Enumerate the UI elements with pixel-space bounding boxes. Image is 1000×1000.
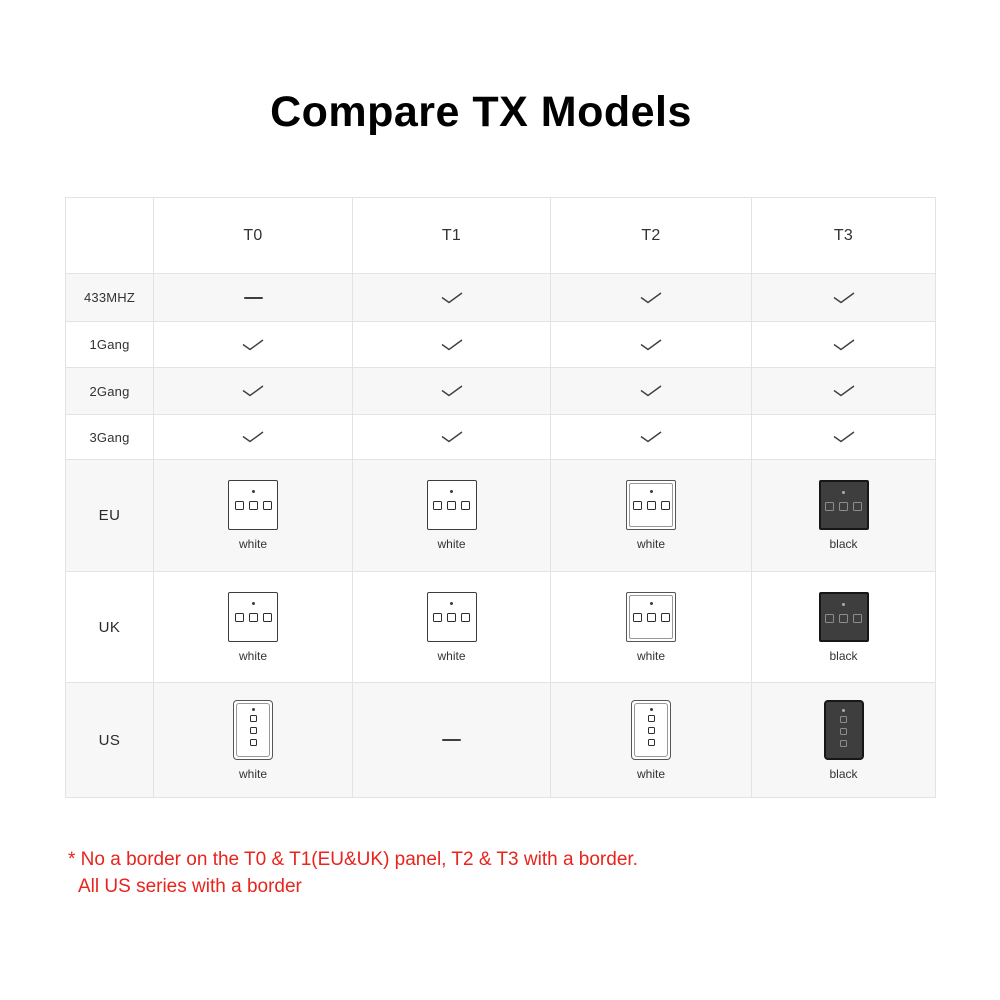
switch-panel (626, 592, 676, 642)
table-row (66, 322, 936, 368)
switch-panel-figure (824, 700, 864, 781)
dash-icon (442, 739, 461, 741)
touch-button (648, 739, 655, 746)
led-indicator-icon (450, 490, 453, 493)
spec-cell (551, 322, 752, 368)
touch-button (853, 502, 862, 511)
check-icon (640, 385, 662, 397)
column-header-t1: T1 (353, 198, 551, 274)
touch-button (433, 613, 442, 622)
touch-button (633, 501, 642, 510)
touch-button (825, 614, 834, 623)
touch-button (661, 613, 670, 622)
column-header-t0: T0 (154, 198, 353, 274)
check-icon (242, 385, 264, 397)
product-cell (154, 572, 353, 683)
touch-button (235, 501, 244, 510)
touch-button (263, 501, 272, 510)
footnote-line-2: All US series with a border (78, 876, 302, 897)
led-indicator-icon (650, 708, 653, 711)
led-indicator-icon (252, 490, 255, 493)
touch-button (250, 727, 257, 734)
check-icon (833, 292, 855, 304)
check-icon (242, 431, 264, 443)
switch-panel (228, 592, 278, 642)
touch-button (839, 614, 848, 623)
led-indicator-icon (842, 603, 845, 606)
touch-button (447, 501, 456, 510)
table-row (66, 198, 936, 274)
region-row-label: US (66, 683, 154, 798)
touch-buttons (825, 502, 862, 511)
touch-button (447, 613, 456, 622)
table-row (66, 683, 936, 798)
panel-color-label: black (829, 537, 858, 551)
switch-panel (427, 592, 477, 642)
touch-button (839, 502, 848, 511)
switch-panel-figure (228, 592, 278, 663)
panel-color-label: white (636, 766, 665, 781)
switch-panel (626, 480, 676, 530)
led-indicator-icon (842, 709, 845, 712)
touch-button (647, 501, 656, 510)
touch-button (235, 613, 244, 622)
column-header-t2: T2 (551, 198, 752, 274)
touch-button (461, 501, 470, 510)
spec-cell (353, 274, 551, 322)
switch-panel-figure (631, 700, 671, 781)
switch-panel-figure (427, 592, 477, 663)
touch-button (840, 728, 847, 735)
touch-buttons (825, 614, 862, 623)
corner-cell (66, 198, 154, 274)
touch-button (250, 715, 257, 722)
spec-row-label: 3Gang (66, 415, 154, 460)
touch-buttons (633, 501, 670, 510)
product-cell (551, 683, 752, 798)
product-cell (752, 683, 936, 798)
panel-color-label: white (636, 537, 665, 551)
panel-color-label: white (437, 537, 466, 551)
touch-buttons (633, 613, 670, 622)
spec-row-label: 2Gang (66, 368, 154, 415)
touch-button (249, 501, 258, 510)
product-cell (752, 460, 936, 572)
switch-panel (228, 480, 278, 530)
product-cell (154, 683, 353, 798)
touch-button (249, 613, 258, 622)
column-header-t3: T3 (752, 198, 936, 274)
table-row (66, 460, 936, 572)
touch-button (461, 613, 470, 622)
led-indicator-icon (842, 491, 845, 494)
region-row-label: EU (66, 460, 154, 572)
spec-row-label: 1Gang (66, 322, 154, 368)
switch-panel-figure (233, 700, 273, 781)
spec-cell (154, 415, 353, 460)
table-row (66, 274, 936, 322)
touch-button (433, 501, 442, 510)
switch-panel-figure (228, 480, 278, 551)
spec-cell (353, 415, 551, 460)
spec-cell (154, 368, 353, 415)
led-indicator-icon (650, 490, 653, 493)
panel-color-label: white (238, 648, 267, 663)
switch-panel (631, 700, 671, 760)
product-cell (154, 460, 353, 572)
check-icon (833, 339, 855, 351)
check-icon (441, 431, 463, 443)
touch-button (825, 502, 834, 511)
switch-panel (819, 480, 869, 530)
product-cell (551, 572, 752, 683)
spec-cell (752, 415, 936, 460)
panel-color-label: black (829, 648, 858, 663)
touch-button (250, 739, 257, 746)
touch-buttons (235, 613, 272, 622)
led-indicator-icon (650, 602, 653, 605)
spec-cell (154, 274, 353, 322)
touch-buttons (433, 613, 470, 622)
compare-table (65, 197, 936, 798)
touch-button (648, 727, 655, 734)
product-cell (353, 460, 551, 572)
check-icon (640, 431, 662, 443)
spec-cell (752, 368, 936, 415)
table-row (66, 415, 936, 460)
touch-button (647, 613, 656, 622)
spec-cell (752, 274, 936, 322)
panel-color-label: black (829, 766, 858, 781)
product-cell (353, 572, 551, 683)
touch-button (661, 501, 670, 510)
check-icon (640, 292, 662, 304)
page-title: Compare TX Models (270, 88, 692, 136)
spec-row-label: 433MHZ (66, 274, 154, 322)
product-cell (551, 460, 752, 572)
spec-cell (551, 415, 752, 460)
panel-color-label: white (636, 648, 665, 663)
touch-button (840, 716, 847, 723)
switch-panel-figure (626, 480, 676, 551)
switch-panel (819, 592, 869, 642)
panel-color-label: white (238, 537, 267, 551)
touch-button (648, 715, 655, 722)
touch-button (840, 740, 847, 747)
spec-cell (353, 368, 551, 415)
product-cell (353, 683, 551, 798)
spec-cell (551, 274, 752, 322)
spec-cell (154, 322, 353, 368)
product-cell (752, 572, 936, 683)
touch-buttons (433, 501, 470, 510)
touch-button (853, 614, 862, 623)
led-indicator-icon (252, 708, 255, 711)
footnote-line-1: * No a border on the T0 & T1(EU&UK) panel, T2 & T3 with a border. (68, 849, 638, 870)
switch-panel-figure (626, 592, 676, 663)
switch-panel (824, 700, 864, 760)
led-indicator-icon (252, 602, 255, 605)
spec-cell (353, 322, 551, 368)
switch-panel-figure (819, 480, 869, 551)
check-icon (640, 339, 662, 351)
region-row-label: UK (66, 572, 154, 683)
touch-button (633, 613, 642, 622)
table-row (66, 572, 936, 683)
led-indicator-icon (450, 602, 453, 605)
check-icon (242, 339, 264, 351)
check-icon (441, 385, 463, 397)
touch-buttons (235, 501, 272, 510)
spec-cell (551, 368, 752, 415)
switch-panel-figure (819, 592, 869, 663)
footnote (68, 846, 638, 900)
touch-buttons (250, 715, 257, 746)
table-row (66, 368, 936, 415)
check-icon (441, 292, 463, 304)
touch-button (263, 613, 272, 622)
check-icon (441, 339, 463, 351)
switch-panel-figure (427, 480, 477, 551)
check-icon (833, 385, 855, 397)
dash-icon (244, 297, 263, 299)
check-icon (833, 431, 855, 443)
switch-panel (233, 700, 273, 760)
touch-buttons (840, 716, 847, 747)
touch-buttons (648, 715, 655, 746)
spec-cell (752, 322, 936, 368)
panel-color-label: white (238, 766, 267, 781)
switch-panel (427, 480, 477, 530)
panel-color-label: white (437, 648, 466, 663)
